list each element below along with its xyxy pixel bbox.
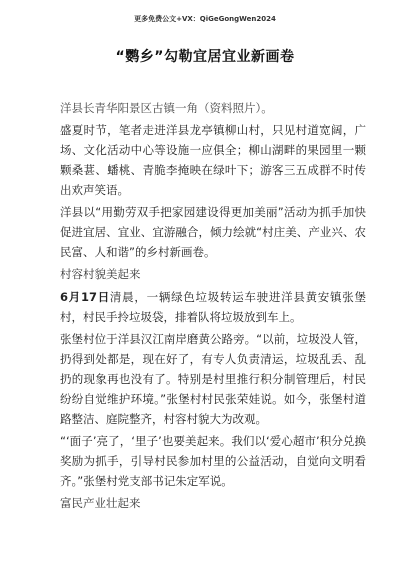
section-heading: 村容村貌美起来	[60, 267, 141, 282]
paragraph: “‘面子’亮了，‘里子’也要美起来。我们以‘爱心超市’积分兑换奖励为抓手，引导村民参加村里的公益活动，自觉向文明看齐。”张堡村党支部书记朱定军说。	[60, 433, 366, 488]
header-note: 更多免费公文+VX：QiGeGongWen2024	[134, 15, 276, 23]
paragraph: 张堡村位于洋县汉江南岸磨黄公路旁。“以前，垃圾没人管，扔得到处都是，现在好了，有专人负责清运，垃圾乱丢、乱扔的现象再也没有了。特别是村里推行积分制管理后，村民纷纷自觉维护环境。”张堡村村民张荣娃说。如今，张堡村道路整洁、庭院整齐，村容村貌大为改观。	[60, 331, 366, 426]
photo-caption: 洋县长青华阳景区古镇一角（资料照片）。	[60, 101, 273, 115]
section-heading: 富民产业壮起来	[60, 495, 141, 510]
article-title: “鹦乡”勾勒宜居宜业新画卷	[115, 49, 295, 65]
paragraph: 盛夏时节，笔者走进洋县龙亭镇柳山村，只见村道宽阔，广场、文化活动中心等设施一应俱全；柳山湖畔的果园里一颗颗桑葚、蟠桃、青脆李掩映在绿叶下；游客三五成群不时传出欢声笑语。	[60, 123, 366, 198]
paragraph: 洋县以“用勤劳双手把家园建设得更加美丽”活动为抓手加快促进宜居、宜业、宜游融合，倾力绘就“村庄美、产业兴、农民富、人和谐”的乡村新画卷。	[60, 205, 366, 260]
paragraph-text: 清晨，一辆绿色垃圾转运车驶进洋县黄安镇张堡村，村民手拎垃圾袋，排着队将垃圾放到车上。	[60, 289, 366, 324]
article-body	[60, 99, 366, 516]
paragraph	[60, 288, 366, 328]
date-text: 6月17日	[60, 289, 110, 304]
